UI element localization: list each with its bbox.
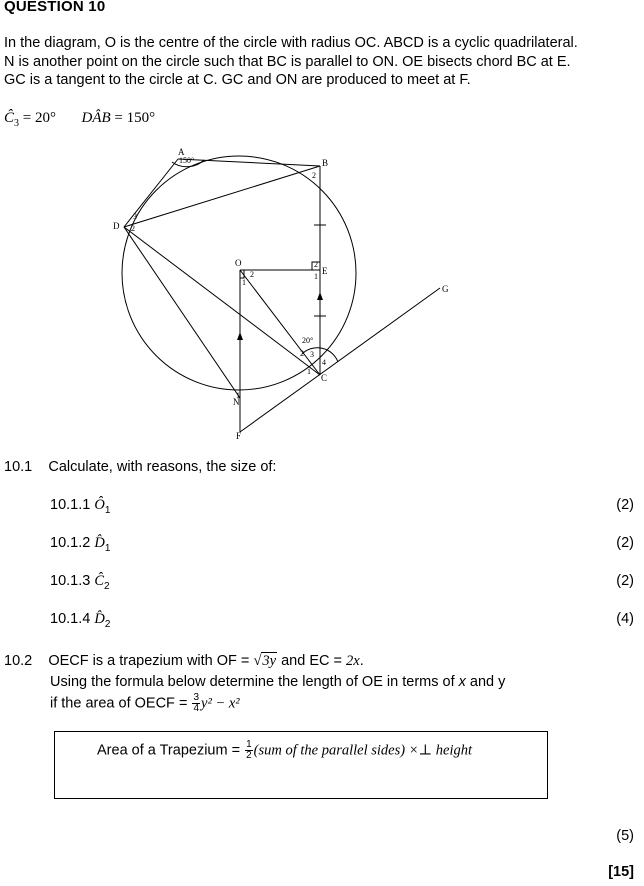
given-values (4, 110, 155, 129)
q10-1-4-sub: 2 (104, 618, 111, 630)
q10-1-1-symbol: Ô (94, 497, 105, 513)
label-d3: 3 (133, 212, 137, 221)
q10-2-number: 10.2 (4, 653, 33, 669)
q10-2-line-2 (50, 674, 505, 690)
label-c3: 3 (310, 350, 314, 359)
q10-2-line-3-text: if the area of OECF = (50, 695, 192, 712)
q10-2-line-3 (50, 693, 240, 714)
q10-1-3 (50, 573, 110, 592)
q10-1-2-number: 10.1.2 (50, 535, 91, 551)
parallel-arrow-on (237, 332, 243, 340)
q10-2-text-a: OECF is a trapezium with OF = (48, 653, 254, 669)
q10-1-3-marks: (2) (616, 573, 634, 589)
q10-2-line-2-text: Using the formula below determine the length of OE in terms of (50, 674, 459, 690)
label-n1: 1 (236, 391, 240, 400)
q10-1-text: Calculate, with reasons, the size of: (48, 459, 277, 475)
q10-1-1-number: 10.1.1 (50, 497, 91, 513)
q10-1-1 (50, 497, 110, 516)
q10-2-text-b: and EC = (277, 653, 347, 669)
q10-1-2-symbol: D̂ (94, 535, 105, 551)
q10-2-frac-num: 3 (193, 692, 200, 703)
q10-1-4-number: 10.1.4 (50, 611, 91, 627)
formula-label: Area of a Trapezium = (97, 742, 245, 759)
intro-line-3: GC is a tangent to the circle at C. GC and ON are produced to meet at F. (4, 72, 471, 88)
q10-1-3-sub: 2 (104, 580, 110, 592)
q10-2-text-c: . (359, 653, 364, 669)
intro-line-2: N is another point on the circle such that BC is parallel to ON. OE bisects chord BC at E. (4, 53, 571, 70)
formula-box (54, 731, 548, 799)
q10-1-3-symbol: Ĉ (94, 573, 105, 589)
given-c3-sub: 3 (14, 118, 20, 129)
q10-2-marks: (5) (616, 828, 634, 844)
label-c: C (321, 373, 328, 383)
q10-2-frac-den: 4 (193, 703, 200, 714)
label-a: A (178, 147, 185, 157)
q10-2-line-1: 10.2 OECF is a trapezium with OF = √3y and EC = 2x. (4, 653, 364, 669)
label-g: G (442, 284, 449, 294)
label-c2: 2 (300, 349, 304, 358)
circle-diagram (0, 140, 644, 450)
line-oc (240, 270, 320, 375)
label-e: E (322, 266, 328, 276)
q10-1-4-marks: (4) (616, 611, 634, 627)
given-c3-symbol: Ĉ (4, 110, 15, 126)
given-dab-symbol: DÂB (81, 110, 111, 126)
q10-1-2 (50, 535, 110, 554)
line-dn (124, 227, 240, 398)
label-o: O (235, 258, 242, 268)
label-c1: 1 (307, 367, 311, 376)
q10-1-header (4, 459, 276, 475)
question-intro (4, 34, 642, 90)
formula-fraction (245, 740, 253, 761)
label-f: F (236, 431, 242, 441)
label-b: B (322, 158, 329, 168)
q10-1-4 (50, 611, 110, 630)
q10-1-number: 10.1 (4, 459, 33, 475)
formula-frac-num: 1 (246, 739, 252, 750)
q10-1-2-sub: 1 (104, 542, 111, 554)
given-c3-value: = 20° (19, 110, 56, 126)
label-e2: 2 (314, 260, 318, 269)
formula-expression: (sum of the parallel sides) ×⊥ height (253, 742, 472, 759)
formula-frac-den: 2 (246, 750, 252, 761)
label-d2: 2 (131, 224, 135, 233)
q10-1-1-marks: (2) (616, 497, 634, 513)
q10-2-expression: y² − x² (201, 695, 240, 712)
q10-1-2-marks: (2) (616, 535, 634, 551)
label-c4: 4 (322, 358, 326, 367)
label-angle-c: 20° (302, 336, 314, 345)
label-b2: 2 (312, 171, 316, 180)
q10-2-sqrt: 3y (262, 653, 277, 669)
q10-2-line-2-and: and y (465, 674, 506, 690)
line-db (124, 166, 320, 227)
intro-line-1: In the diagram, O is the centre of the circle with radius OC. ABCD is a cyclic quadrilateral. (4, 35, 578, 51)
q10-1-1-sub: 1 (104, 504, 111, 516)
q10-2-line-2-x: x (458, 674, 466, 690)
label-n: N (233, 397, 240, 407)
given-dab-value: = 150° (110, 110, 156, 126)
question-heading: QUESTION 10 (4, 0, 106, 15)
label-angle-a: 150° (179, 156, 195, 165)
total-marks: [15] (608, 864, 634, 880)
q10-2-ec: 2x (346, 653, 360, 669)
label-o2: 2 (250, 270, 254, 279)
q10-2-fraction (192, 693, 200, 714)
q10-1-4-symbol: D̂ (94, 611, 105, 627)
label-d: D (113, 221, 120, 231)
label-o1: 1 (242, 278, 246, 287)
q10-1-3-number: 10.1.3 (50, 573, 91, 589)
parallel-arrow-bc (317, 292, 323, 300)
label-e1: 1 (314, 272, 318, 281)
